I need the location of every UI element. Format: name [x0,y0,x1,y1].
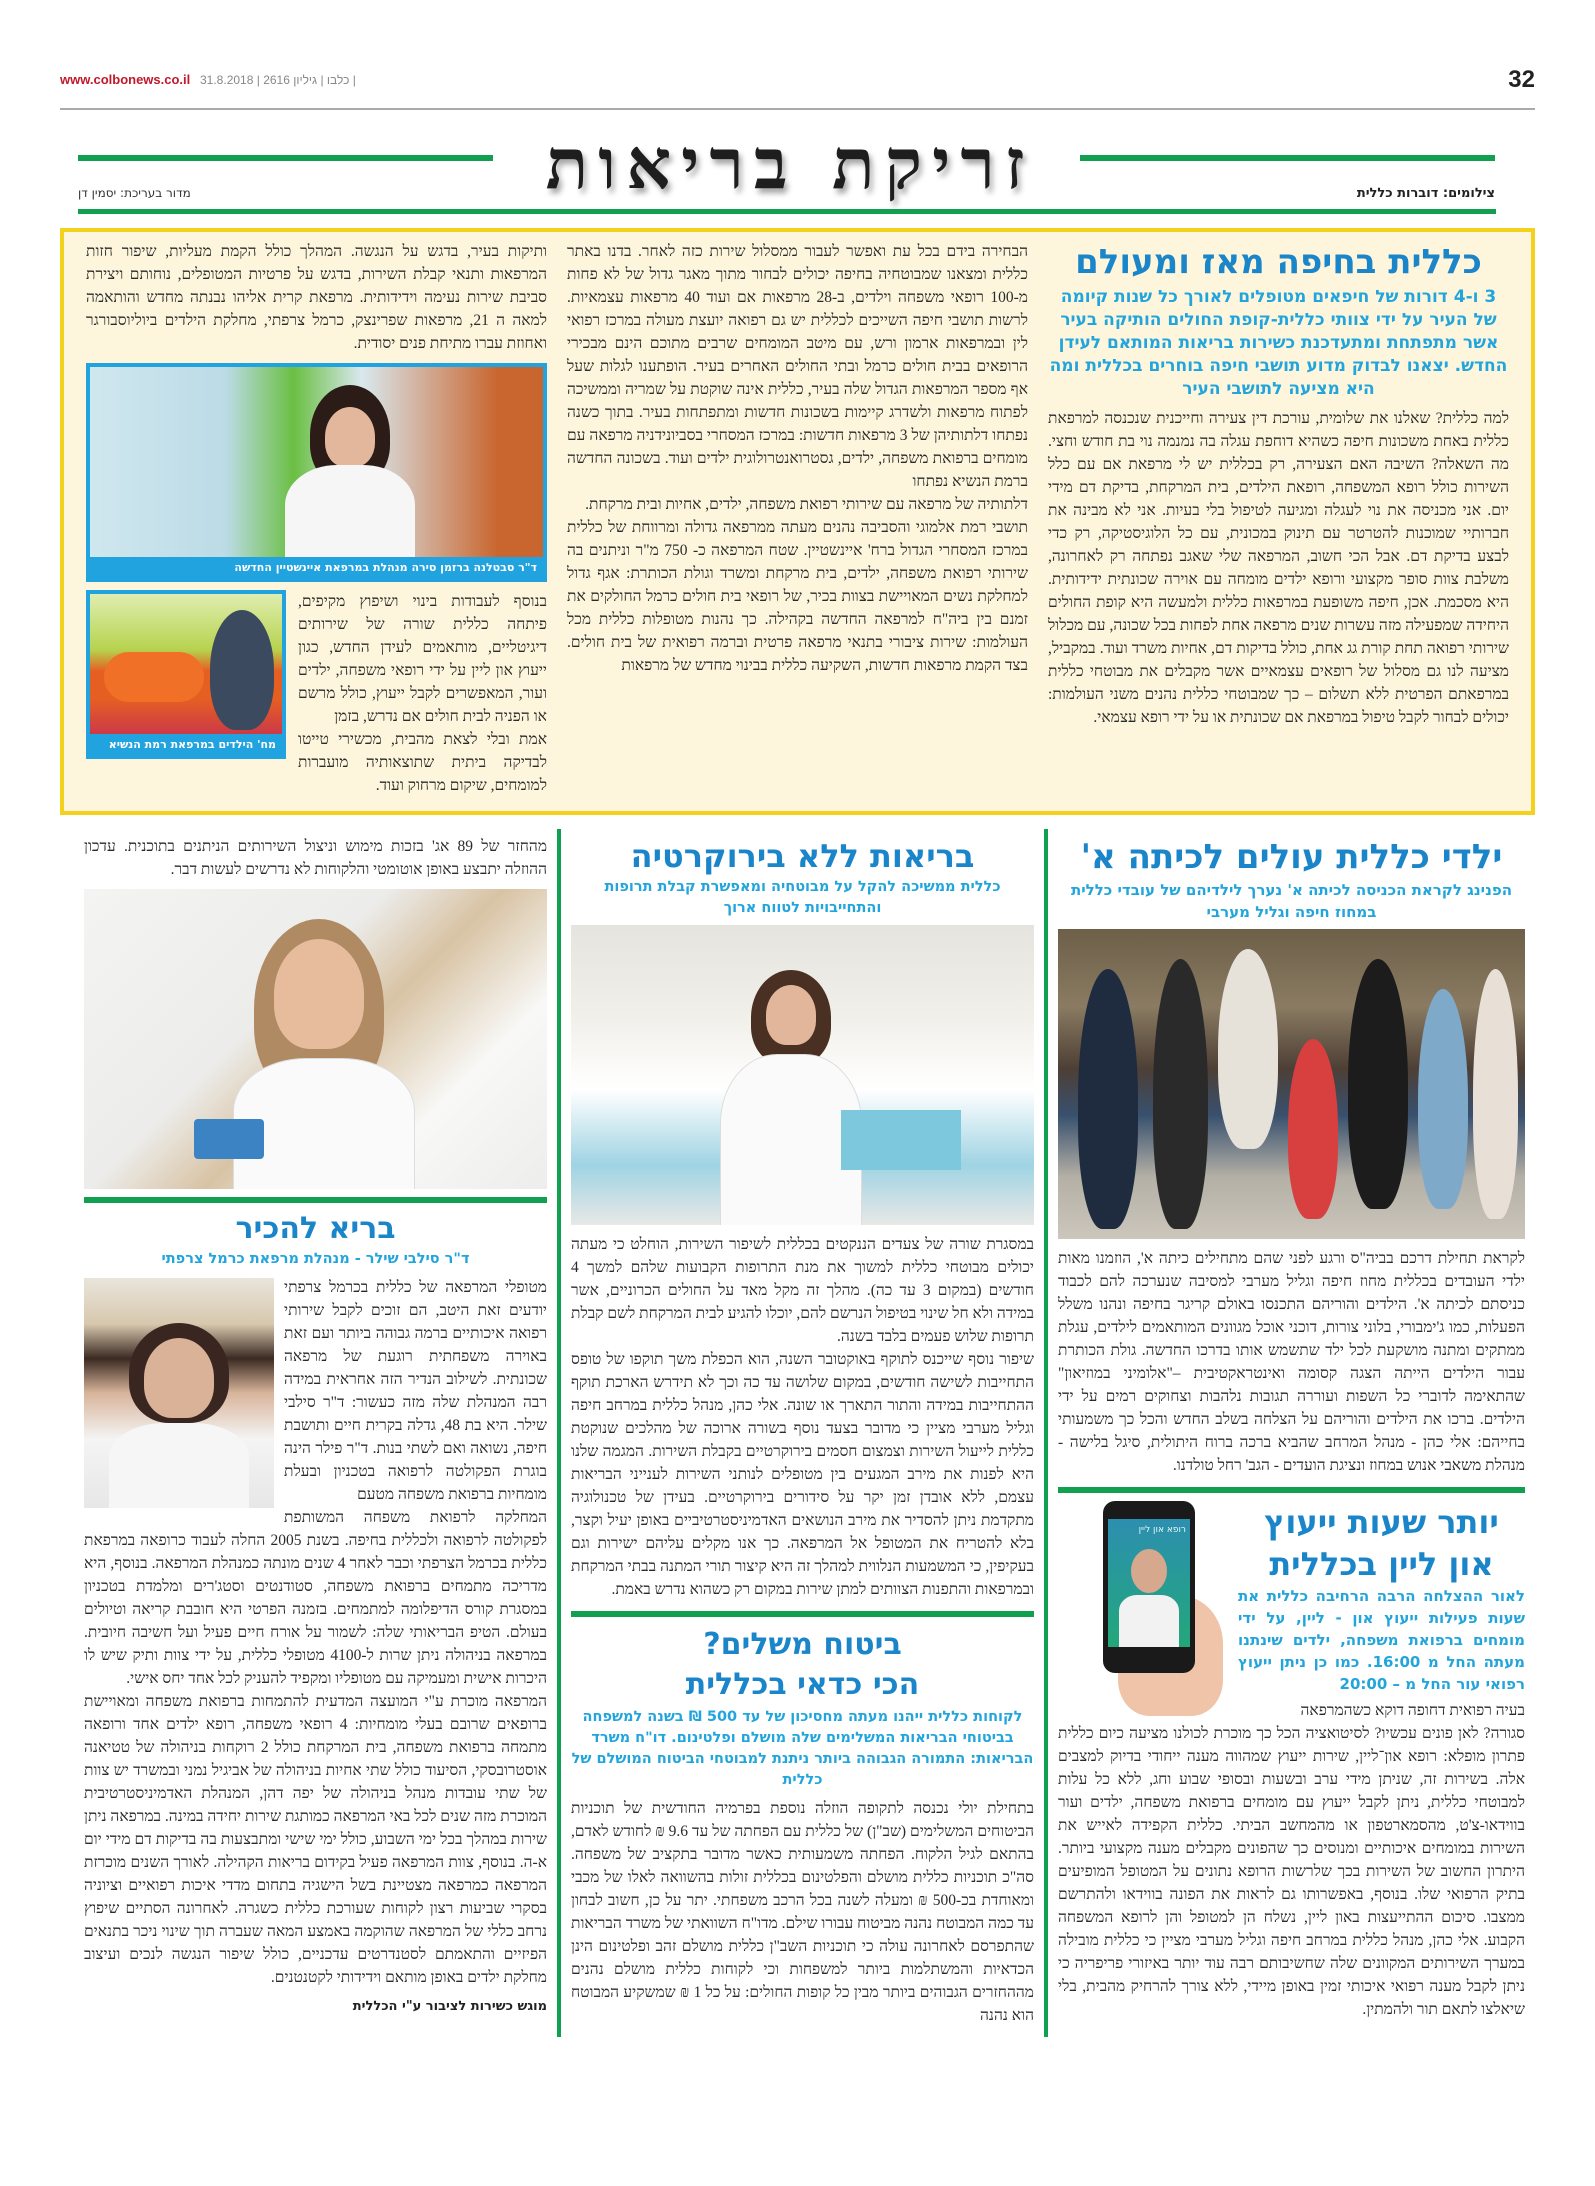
dr-shiler-photo [84,1278,274,1508]
feature-column-2-bottom: תושבי רמת אלמוגי והסביבה נהנים מעתה ממרפאה גדולה ומרווחת של כללית במרכז המסחרי הגדול ברח' איינשטיין. שטח המרפאה כ- 750 מ"ר וניתנים בה שירותי רפואת משפחה, ילדים, בית מרקחת ומשרד וגולת הכותרת: אגף גדול למחלקת נשים המאויישת בצוות בכיר, של רופאי בית חולים כרמל החולקים את זמנם בין ביה"ח למרפאה החדשה בקהילה. כך נהנות מטופלות כללית מכל העולמות: שירות ציבורי בתנאי מרפאה פרטית וברמה רפואית של בית חולים. בצד הקמת מרפאות חדשות, השקיעה כללית בבינוי מחדש של מרפאות [567,519,1028,674]
insurance-article-continuation: מהחזר של 89 אג' בזכות מימוש וניצול השירותים הניתנים בתוכנית. עדכון ההוזלה יתבצע באופן אוטומטי והלקוחות לא נדרשים לעשות דבר. [84,838,548,878]
section-title: זריקת בריאות [545,122,1035,205]
person-shape [1473,969,1518,1219]
kids-clinic-photo-figure [86,590,286,759]
feature-column-2-wrap: דלתותיה של מרפאה עם שירותי רפואת משפחה, ילדים, אחיות ובית מרקחת. [585,496,1028,513]
insurance-headline-line-1: ביטוח משלים? [703,1627,902,1662]
woman-face-shape [274,939,364,1049]
pharmacist-photo [571,925,1034,1225]
profile-paragraph-1: המחלקה לרפואת משפחה המשותפת לפקולטה לרפואה ולכללית בחיפה. בשנת 2005 החלה לעבוד כרופאה במרפאת כללית בכרמל הצרפתי וכבר לאחר 4 שנים מונתה כמנהלת המרפאה. בנוסף, היא מדריכה מתמחים ברפואת משפחה, סטודנטים וסטג'רים ומלמדת בטכניון במסגרת קורס הדיפלומה למתמחים. בזמנה הפרטי היא חובבת קריאה וטיולים בעולם. הטיפ הבריאותי שלה: לשמור על אורח חיים פעיל ועל חשיבה חיובית. במרפאה בניהולה ניתן שרות ל-4100 מטופלי כללית, על ידי צוות ותיק שיש לו היכרות אישית ומעמיקה עם מטופליו ומקפיד להעניק לכל אחד יחס אישי. [84,1509,547,1687]
online-article-body-lead: בעיה רפואית דחופה דוקא כשהמרפאה [1300,1702,1525,1719]
doctor-face-shape [325,407,375,467]
header-divider [60,108,1535,110]
feature-col-middle [567,240,1028,797]
phone-screen [1108,1519,1190,1647]
doctor-avatar-shape [1131,1549,1167,1593]
insurance-article-headline [571,1625,1034,1705]
kids-clinic-photo [90,594,282,734]
person-shape [1218,949,1278,1149]
site-url-link[interactable]: www.colbonews.co.il [60,72,191,87]
column-right [1048,829,1535,2037]
bear-toy-shape [104,652,204,702]
editor-credit: מדור בעריכת: יסמין דן [78,186,191,200]
online-article-body: סגורה? לאן פונים עכשיו? לסיטואציה הכל כך מוכרת לכולנו מציעה כיום כללית פתרון מופלא: רופא און־ליין, שירות ייעוץ שמהווה מענה ייחודי בדיוק למצבים אלה. בשירות זה, שניתן מידי ערב ובשעות ובסופי שבוע וחג, ללא כל עלות למבוטחי כללית, ניתן לקבל ייעוץ עם מומחים ברפואת משפחה, ילדים ועור בווידאו-צ'ט, מהסמארטפון או מהמחשב הביתי. כללית הקפידה לאייש את השירות במומחים איכותיים ומנוסים כך שהפונים מקבלים מענה מקצועי ביותר. היתרון החשוב של השירות בכך שלרשות הרופא נתונים על המטופל המופיעים בתיק הרפואי שלו. בנוסף, באפשרותו גם לראות את הפונה בווידאו ולהתרשם ממצבו. סיכום ההתייעצות באון ליין, נשלח הן למטופל והן לרופא המשפחה הקבוע. אלי כהן, מנהל כללית במרחב חיפה וגליל מערבי מציין כי כללית מובילה במערך השירותים המקוונים שלה שחשיבותם רבה עוד יותר באיזורי פריפריה כי ניתן לקבל מענה רפואי איכותי זמין באופן מיידי, ללא צורך להרחיק מהבית, בלי שיאלצו לתאם תור ולהמתין. [1058,1725,1525,2018]
left-column-divider [84,1197,547,1203]
dr-face-shape [144,1338,214,1418]
insurance-headline-line-2: הכי כדאי בכללית [685,1667,920,1702]
profile-paragraph-2: המרפאה מוכרת ע"י המועצה המדעית להתמחות ברפואת משפחה ומאויישת ברופאים שרובם בעלי מומחיות: 4 רופאי משפחה, רופא ילדים אחד ורופאה מתמחה ברפואת משפחה, בית המרקחת כולל 2 רוקחות בניהולה של טטיאנה אוסטרובסקי, הסיעוד כולל שתי אחיות בניהולה של אביגיל נמני ובמשרד יש צוות של שתי עובדות מנהל בניהולה של יפה דהן, המנהלת האדמיניסטרטיבית המוכרת מזה שנים לכל באי המרפאה כמותגת שירות יחידה במינה. במרפאה ניתן שירות במהלך בכל ימי השבוע, כולל ימי שישי ומתבצעות בה בדיקות דם מידי יום א-ה. בנוסף, צוות המרפאה פעיל בקידום בריאות הקהילה. לאורך השנים מוכרזת המרפאה כמרפאה מצטיינת בשל הישגיה בתחום מדדי איכות רפואיים וציוניה בסקרי שביעות רצון לקוחות שעורכת כללית כשגרה. לאחרונה הסתיים שיפוץ נרחב כללי של המרפאה שהוקמה באמצע המאה שעברה תוך שינוי ניכר בתנאים הפיזיים והתאמתם לסטנדרטים עדכניים, כולל שיפור הנגשה לנכים ועיצוב מחלקת ילדים באופן מותאם וידידותי לקטנטנים. [84,1693,548,1986]
online-article-subheadline: לאור ההצלחה הרבה הרחיבה כללית את שעות פעילות ייעוץ און - ליין, על ידי מומחים ברפואת משפחה, ילדים שינתנו מעתה החל מ 16:00. כמו כן ניתן ייעוץ רפואי עור החל מ – 20:00 [1238,1587,1525,1693]
pharmacist-face-shape [766,985,816,1045]
doctor-photo-caption: ד"ר סבטלנה ברזמן סירה מנהלת במרפאת איינשטיין החדשה [90,557,543,578]
smiling-woman-photo [84,889,547,1189]
medicine-box-shape [841,1110,961,1170]
dr-coat-shape [109,1423,249,1508]
insurance-article-subheadline: לקוחות כללית ייהנו מעתה מחסיכון של עד 500 ₪ בשנה למשפחה בביטוחי הבריאות המשלימים שלה מושלם ופלטינום. דו"ח משרד הבריאות: התמורה הגבוהה ביותר ניתנת למבוטחי הביטוח המושלם של כללית [571,1709,1034,1788]
person-shape [1348,959,1408,1209]
feature-column-3-bottom: אמת ובלי לצאת מהבית, מכשירי טייטו לבדיקה ביתית שתוצאותיה מועברות למומחים, שיקום מרחוק ועוד. [298,731,547,794]
feature-article-box [60,228,1535,815]
pharmacist-coat-shape [721,1055,861,1225]
middle-column-divider [571,1611,1034,1617]
doctor-photo-figure [86,363,547,582]
sponsor-note: מוגש כשירות לציבור ע"י הכללית [352,1999,547,2014]
feature-column-3: ותיקות בעיר, בדגש על הנגשה. המהלך כולל הקמת מעליות, שיפור חזות המרפאות ותנאי קבלת השירות, בדגש על פרטיות המטופלים, נוחותם ויצירת סביבת שירות נעימה וידידותית. מרפאת קרית אליהו נבנתה מחדש והותאמה למאה ה 21, מרפאות שפרינצק, כרמל צרפתי, מחלקת הילדים ביוליוסבורגר ואחוזת עברו מתיחת פנים יסודית. [86,243,547,352]
bureaucracy-article-subheadline: כללית ממשיכה להקל על מבוטחיה ומאפשרת קבלת תרופות והתחייבויות לטווח ארוך [604,879,1001,916]
masthead-rule-right [1080,155,1495,161]
feature-col-left [86,240,547,797]
profile-article-headline: בריא להכיר [235,1211,396,1246]
feature-column-3-wrap: בנוסף לעבודות בינוי ושיפוץ מקיפים, פיתחה כללית שורה של שירותים דיגיטליים, מותאמים לעידן החדש, כגון ייעוץ און ליין על ידי רופאי משפחה, ילדים ועור, המאפשרים לקבל ייעוץ, כולל מרשם או הפניה לבית חולים אם נדרש, בזמן [298,593,547,725]
bureaucracy-article-headline: בריאות ללא בירוקרטיה [630,837,975,875]
kids-group-photo [1058,929,1525,1239]
feature-subheadline: 3 ו-4 דורות של חיפאים מטופלים לאורך כל שנות קיומה של העיר על ידי צוותי כללית-קופת החולים הותיקה בעיר אשר מתפתחת ומתעדכנת כשירות בריאות המותאם לעידן החדש. יצאנו לבדוק מדוע תושבי חיפה בוחרים בכללית ומה היא מציעה לתושבי העיר [1049,287,1508,399]
feature-column-1: למה כללית? שאלנו את שלומית, עורכת דין צעירה וחייכנית שנכנסה למרפאת כללית באחת משכונות חיפה כשהיא דוחפת עגלה בה נמנמה נוי בת חודש וחצי. מה השאלה? השיבה האם הצעירה, רק בכללית יש לי מרפאת אם עם כלל השירות כולל רופא המשפחה, רופאת הילדים, בית המרקחת, בדיקת דם מידי יום. אני מכניסה את נוי לעגלה ומגיעה לטיפול בלי בעיות. אני לא מבינה את חברותיי שמוכנות להטרטר עם תינוק במכונית, עם כל הלוגיסטיקה, רק כדי לבצע בדיקת דם. אבל הכי חשוב, המרפאה שלי שאגב נפתחה רק לאחרונה, משלבת צוות סופר מקצועי ורופא ילדים מומחה עם אוירה שכונתית ידידותית. היא מסכמת. אכן, חיפה משופעת במרפאות כללית ולמעשה היא קופת החולים היחידה שמפעילה מזה עשרות שנים מרפאה אחת לפחות בכל שכונה, עם מכלול שירותי רפואה תחת קורת גג אחת, כולל בדיקות דם, אחיות משרד ועוד. במקביל, מציעה לנו גם מסלול של רופאים עצמאיים אשר מקבלים את מבוטחי כללית במרפאתם הפרטית ללא תשלום – כך שמבוטחי כללית נהנים משני העולמות: יכולים לבחור לקבל טיפול במרפאת אם שכונתית או על ידי רופא עצמאי. [1048,410,1509,726]
person-shape [1153,959,1208,1229]
bureaucracy-article-body [571,1233,1034,1601]
kids-article-divider [1058,1487,1525,1493]
insurance-article-body: בתחילת יולי נכנסה לתקופה הוזלה נוספת בפרמיה החודשית של תוכניות הביטוחים המשלימים (שב"ן) של כללית עם הפחתה של עד 9.6 ₪ לחודש לאדם, בהתאם לגיל הלקוח. הפחתה משמעותית כאשר מדובר בתקציב של משפחה. סה"כ תוכניות כללית מושלם והפלטינום בכללית זולות בהשוואה לאלו של מכבי ומאוחדת בכ-500 ₪ ומעלה לשנה בכל הרכב משפחתי. יתר על כן, חשוב לבחון עד כמה המבוטח נהנה מביטוח עבורו שילם. מדו"ח השוואתי של משרד הבריאות שהתפרסם לאחרונה עולה כי תוכניות השב"ן כללית מושלם זהב ופלטינום הינן הכדאיות והמשתלמות ביותר למשפחות וכי לקוחות כללית מושלם נהנים מההחזרים הגבוהים ביותר מבין כל קופות החולים: על כל 1 ₪ שמשקיע המבוטח הוא נהנה [571,1800,1035,2024]
doctor-coat-shape [285,465,415,557]
person-shape [1418,989,1468,1209]
profile-article-subheadline: ד"ר סילבי שילר - מנהלת מרפאת כרמל צרפתי [161,1251,470,1267]
lower-section [60,829,1535,2037]
feature-column-2: הבחירה בידם בכל עת ואפשר לעבור ממסלול שירות כזה לאחר. בדנו באתר כללית ומצאנו שמבוטחיה בחיפה יכולים לבחור מתוך מאגר גדול של לא פחות מ-100 רופאי משפחה וילדים, ב-28 מרפאות אם ועוד 40 מרפאות עצמאיות. לרשות תושבי חיפה השייכים לכללית יש גם רפואה יועצת מעולה במרכז רפואי לין ובמרפאות ארמון ורש, עם מיטב המומחים שרבים מתוכם הינם מבכירי הרופאים בבית חולים כרמל ובתי החולים האחרים בעיר. הופתענו לגלות שעל אף מספר המרפאות הגדול שלה בעיר, כללית אינה שוקטת על שמריה וממשיכה לפתוח מרפאות ולשדרג קיימות בשכונות חדשות ומתפתחות בעיר. בתוך כשנה נפתחו דלתותיהן של 3 מרפאות חדשות: במרכז המסחרי בסביונידניה מרפאה עם מומחים ברפואת משפחה, ילדים, גסטרואנטרולוגית ילדים ועוד. בשכונה החדשה ברמת הנשיא נפתחו [567,243,1028,490]
kids-photo-caption: מח' הילדים במרפאת רמת הנשיא [90,734,282,755]
phone-screen-label: רופא און ליין [1138,1525,1186,1535]
issue-info: | כלבו | גיליון 2616 | 31.8.2018 [200,73,356,87]
doctor-avatar-coat [1119,1595,1179,1647]
membership-card-shape [194,1119,264,1159]
person-shape [1078,969,1138,1229]
profile-article-body [84,1506,547,1989]
online-article-headline: יותר שעות ייעוץ און ליין בכללית [1264,1503,1499,1583]
masthead-rule-left [78,155,493,161]
photo-credit: צילומים: דוברות כללית [1356,186,1495,201]
column-left [74,829,561,2037]
person-shape [1288,1039,1338,1219]
column-middle [561,829,1048,2037]
kids-article-body: לקראת תחילת דרכם בביה"ס ורגע לפני שהם מתחילים כיתה א', הוזמנו מאות ילדי העובדים בכללית מחוז חיפה וגליל מערבי למסיבה שנערכה להם לכבוד כניסתם לכיתה א'. הילדים והוריהם התכנסו באולם קריגר בחיפה ונהנו משלל הפעלות, כמו ג'ימבורי, בלוני צורות, דוכני אוכל מגוונים המותאמים לילדים, עגלת ממתקים ומתנה מושקעת לכל ילד שתשמש אותו בדרכו החדשה. גולת הכותרת עבור הילדים הייתה הצגה קסומה ואינטראקטיבית –"אלומיני במוזיאון" שהתאימה לדוברי כל השפות ועוררה תגובות נלהבות וצחוקים רמים על ידי הילדים. ברכו את הילדים והוריהם על הצלחה בשלב החדש והכל כך משמעותי בחייהם: אלי כהן - מנהל המרחב שהביא ברכה ברוח היתולית, סיגל בלישה - מנהלת משאבי אנוש במחוז ונציגת הועדים - הגב' רחל טולדנו. [1058,1250,1525,1474]
phone-icon [1103,1501,1195,1673]
bureaucracy-paragraph-1: במסגרת שורה של צעדים הננקטים בכללית לשיפור השירות, הוחלט כי מעתה יכולים מבוטחי כללית למשוך את מנת התרופות הקבועות שלהם למשך 4 חודשים (במקום 3 עד כה). מהלך זה מקל מאד על החולים הכרוניים, אשר במידה ולא חל שינוי בטיפול הנרשם להם, יוכלו להגיע לבית המרקחת לשם קבלת תרופות שלוש פעמים בלבד בשנה. [571,1236,1034,1345]
phone-in-hand-image [1058,1501,1228,1716]
page-header [60,66,1535,96]
kids-article-headline: ילדי כללית עולים לכיתה א' [1080,837,1503,877]
bureaucracy-paragraph-2: שיפור נוסף שייכנס לתוקף באוקטובר השנה, הוא הכפלת משך תוקפו של טופס התחייבות לשישה חודשים, במקום שלושה עד כה וכך לא תידרש הארכת תוקף ההתחייבות במידה והתור התארך או שונה. אלי כהן, מנהל כללית במרחב חיפה וגליל מערבי מציין כי מדובר בצעד נוסף בשורה ארוכה של מהלכים שנוקטת כללית לייעול השירות וצמצום חסמים בירוקרטיים בקבלת השירות. המגמה שלנו היא לפנות את מירב המגעים בין מטופלים לנותני השירות לענייני הבריאות עצמם, ללא אובדן זמן יקר על סידורים בירוקרטיים. בעידן של טכנולוגיה מתקדמת ניתן להסדיר את מירב הנושאים האדמיניסטרטיביים באופן יעיל וקצר, בלא להטריח את המטופל אל המרפאה. כך אנו מקלים עליהם ישירות וגם בעקיפין, כי המשמעות הנלווית למהלך זה היא קיצור תורי המתנה בבתי המרקחת ובמרפאות והתפנות הצוותים למתן שירות במקום רק כשהוא נדרש באמת. [571,1351,1034,1598]
feature-col-right [1048,240,1509,797]
doctor-photo [90,367,543,557]
parent-shape [210,610,274,730]
feature-headline: כללית בחיפה מאז ומעולם [1075,242,1482,282]
page-number: 32 [1508,66,1535,93]
kids-article-subheadline: הפנינג לקראת הכניסה לכיתה א' נערך לילדיהם של עובדי כללית במחוז חיפה וגליל מערבי [1070,881,1513,921]
profile-article-body-wrap: מטופלי המרפאה של כללית בכרמל צרפתי יודעים זאת היטב, הם זוכים לקבל שירותי רפואה איכותיים ברמה גבוהה ביותר ועם זאת באוירה משפחתית רוגעת של מרפאה שכונתית. לשילוב הנדיר הזה אחראית במידה רבה המנהלת שלה מזה כעשור: ד"ר סילבי שילר. היא בת 48, גדלה בקרית חיים ותושבת חיפה, נשואה ואם לשתי בנות. ד"ר פילר הינה בוגרת הפקולטה לרפואה בטכניון ובעלת מומחיות ברפואת משפחה מטעם [284,1279,548,1503]
masthead-rule-bottom [78,209,1496,214]
